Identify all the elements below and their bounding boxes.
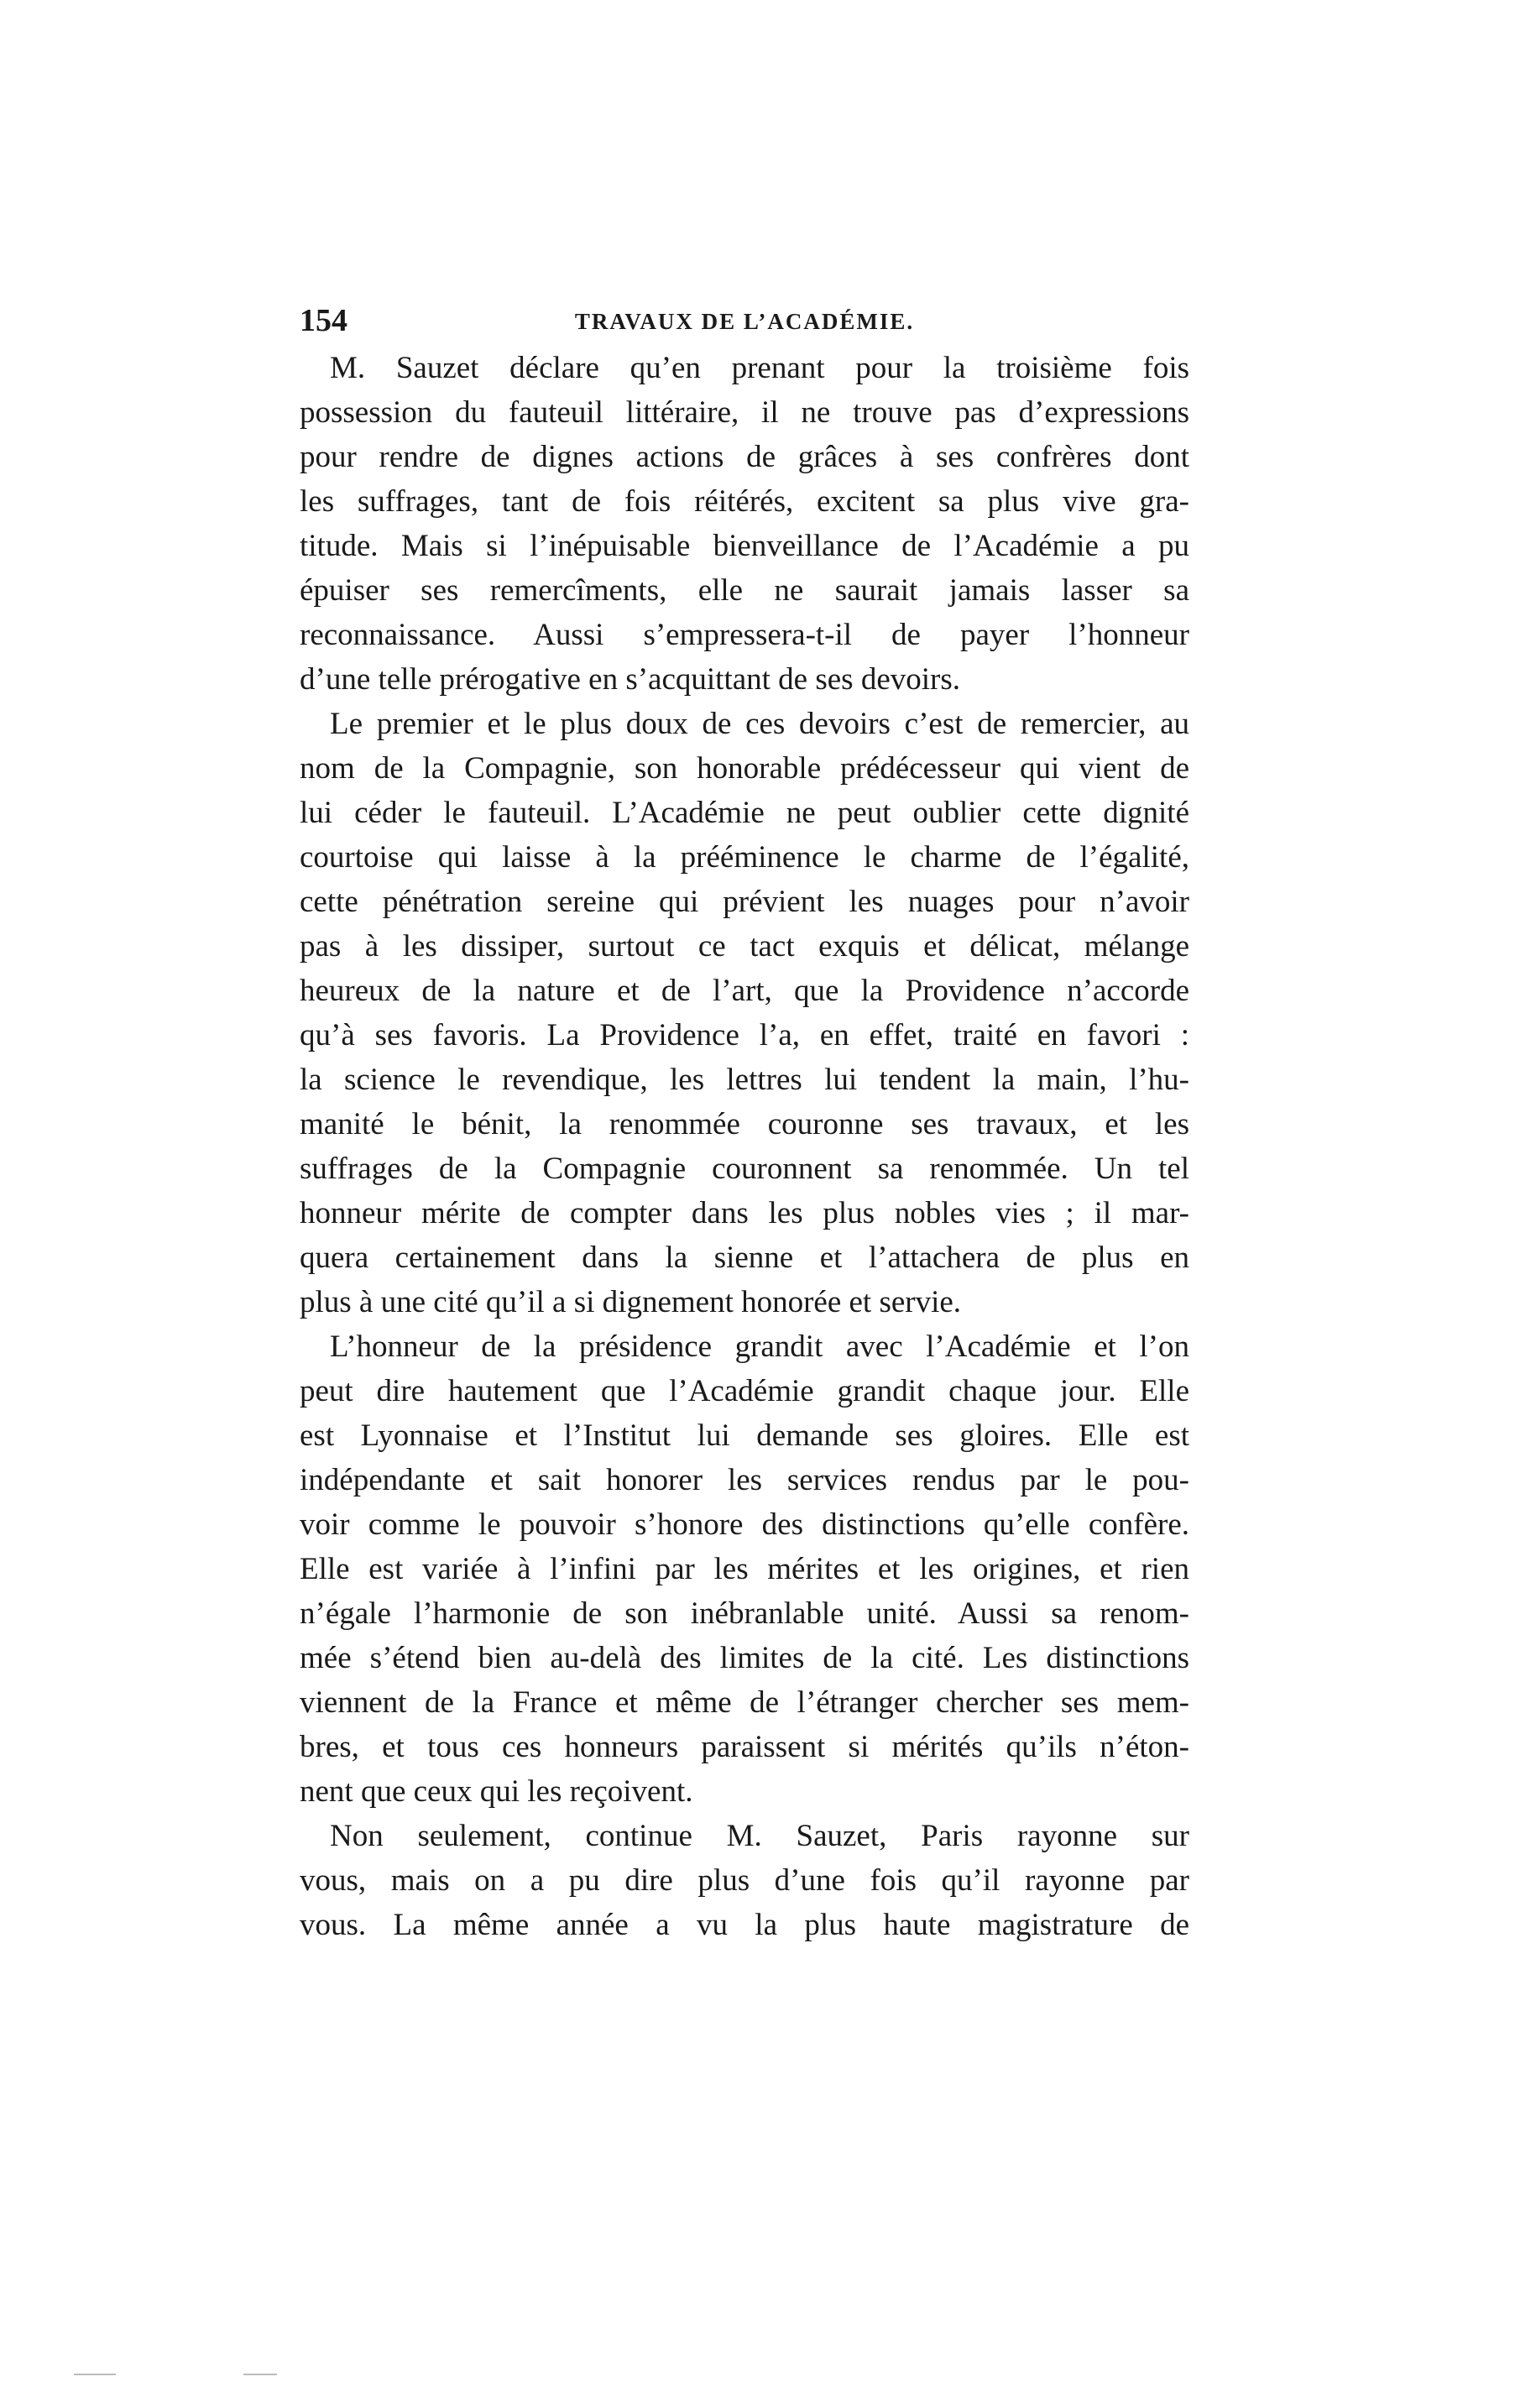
page-body [300,346,1189,1947]
text-line: épuiser ses remercîments, elle ne saurait jamais lasser sa [300,573,1189,608]
text-line: Le premier et le plus doux de ces devoirs c’est de remercier, au [330,707,1189,741]
text-line: viennent de la France et même de l’étranger chercher ses mem- [300,1685,1189,1720]
text-line: les suffrages, tant de fois réitérés, excitent sa plus vive gra- [300,484,1189,519]
scan-edge-mark [74,2374,116,2375]
text-line: possession du fauteuil littéraire, il ne trouve pas d’expressions [300,395,1189,430]
paragraph [300,1324,1189,1814]
text-line: cette pénétration sereine qui prévient les nuages pour n’avoir [300,885,1189,919]
text-line: L’honneur de la présidence grandit avec l’Académie et l’on [330,1329,1189,1364]
text-line: peut dire hautement que l’Académie grandit chaque jour. Elle [300,1374,1189,1408]
page-header [300,302,1189,344]
paragraph [300,1814,1189,1947]
text-line: courtoise qui laisse à la prééminence le charme de l’égalité, [300,840,1189,875]
text-line: indépendante et sait honorer les services rendus par le pou- [300,1463,1189,1497]
text-line: mée s’étend bien au-delà des limites de la cité. Les distinctions [300,1641,1189,1675]
text-line: d’une telle prérogative en s’acquittant de ses devoirs. [300,662,960,697]
text-line: pas à les dissiper, surtout ce tact exquis et délicat, mélange [300,929,1189,964]
paragraph [300,346,1189,702]
paragraph [300,702,1189,1324]
text-line: heureux de la nature et de l’art, que la Providence n’accorde [300,974,1189,1008]
text-line: pour rendre de dignes actions de grâces à ses confrères dont [300,440,1189,474]
text-line: Non seulement, continue M. Sauzet, Paris rayonne sur [330,1819,1189,1853]
text-line: reconnaissance. Aussi s’empressera-t-il de payer l’honneur [300,618,1189,652]
text-line: est Lyonnaise et l’Institut lui demande ses gloires. Elle est [300,1418,1189,1453]
scan-edge-mark [243,2374,277,2375]
text-line: plus à une cité qu’il a si dignement honorée et servie. [300,1285,962,1319]
text-line: nom de la Compagnie, son honorable prédécesseur qui vient de [300,751,1189,786]
text-line: qu’à ses favoris. La Providence l’a, en effet, traité en favori : [300,1018,1189,1053]
text-line: lui céder le fauteuil. L’Académie ne peut oublier cette dignité [300,796,1189,830]
text-line: titude. Mais si l’inépuisable bienveillance de l’Académie a pu [300,529,1189,563]
text-line: quera certainement dans la sienne et l’attachera de plus en [300,1241,1189,1275]
text-line: bres, et tous ces honneurs paraissent si mérités qu’ils n’éton- [300,1730,1189,1764]
text-line: honneur mérite de compter dans les plus nobles vies ; il mar- [300,1196,1189,1230]
text-line: nent que ceux qui les reçoivent. [300,1774,693,1809]
text-line: la science le revendique, les lettres lui tendent la main, l’hu- [300,1063,1189,1097]
text-line: M. Sauzet déclare qu’en prenant pour la troisième fois [330,351,1189,385]
text-line: n’égale l’harmonie de son inébranlable unité. Aussi sa renom- [300,1596,1189,1631]
page-number: 154 [300,303,347,338]
text-line: vous, mais on a pu dire plus d’une fois qu’il rayonne par [300,1863,1189,1898]
text-line: suffrages de la Compagnie couronnent sa renommée. Un tel [300,1152,1189,1186]
text-line: voir comme le pouvoir s’honore des distinctions qu’elle confère. [300,1507,1189,1542]
running-title: TRAVAUX DE L’ACADÉMIE. [574,309,915,334]
text-line: vous. La même année a vu la plus haute magistrature de [300,1908,1189,1942]
text-line: manité le bénit, la renommée couronne ses travaux, et les [300,1107,1189,1141]
text-line: Elle est variée à l’infini par les mérites et les origines, et rien [300,1552,1189,1586]
